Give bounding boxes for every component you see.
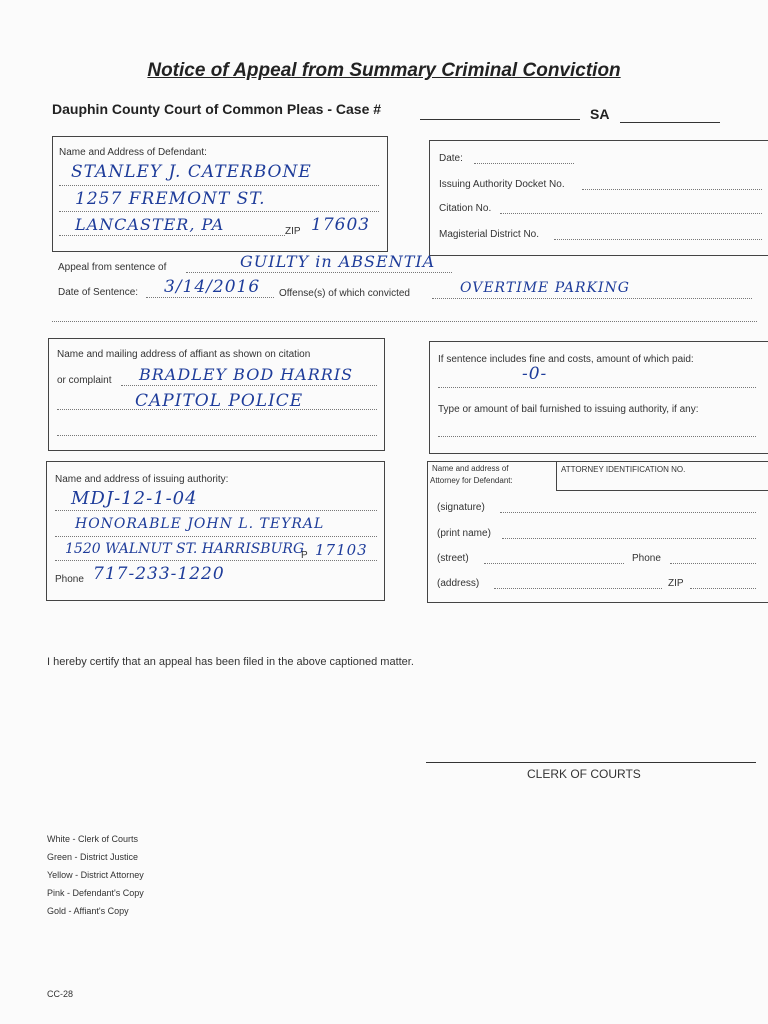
appeal-label: Appeal from sentence of (58, 262, 167, 273)
bail-label: Type or amount of bail furnished to issuing authority, if any: (438, 404, 699, 415)
copy-distribution-list (47, 834, 144, 924)
defendant-zip-label: ZIP (285, 226, 301, 237)
defendant-line-1 (59, 185, 379, 186)
bail-line (438, 436, 756, 437)
offense-label: Offense(s) of which convicted (279, 288, 410, 299)
issuing-label: Name and address of issuing authority: (55, 474, 229, 485)
issuing-phone: 717-233-1220 (93, 564, 225, 584)
issuing-mdj: MDJ-12-1-04 (71, 488, 198, 509)
certify-text: I hereby certify that an appeal has been filed in the above captioned matter. (47, 656, 414, 668)
defendant-name: STANLEY J. CATERBONE (71, 162, 312, 182)
issuing-line-2 (55, 536, 377, 537)
issuing-street: 1520 WALNUT ST. HARRISBURG (65, 541, 305, 557)
issuing-zip-frag: P (301, 550, 308, 561)
issuing-phone-label: Phone (55, 574, 84, 585)
issuing-authority-box (46, 461, 385, 601)
citation-line[interactable] (500, 213, 762, 214)
sentence-date-label: Date of Sentence: (58, 287, 139, 298)
affiant-agency: CAPITOL POLICE (135, 391, 304, 411)
district-label: Magisterial District No. (439, 229, 540, 240)
docket-label: Issuing Authority Docket No. (439, 179, 565, 190)
print-name-label: (print name) (437, 528, 491, 539)
sa-number-line[interactable] (620, 122, 720, 123)
issuing-judge: HONORABLE JOHN L. TEYRAL (75, 516, 325, 532)
fine-label: If sentence includes fine and costs, amount of which paid: (438, 354, 694, 365)
affiant-label-1: Name and mailing address of affiant as shown on citation (57, 349, 311, 360)
attorney-label-2: Attorney for Defendant: (430, 476, 513, 485)
attorney-label-1: Name and address of (432, 464, 509, 473)
signature-label: (signature) (437, 502, 485, 513)
copy-item: Yellow - District Attorney (47, 870, 144, 880)
defendant-line-3 (59, 235, 285, 236)
fine-line (438, 387, 756, 388)
affiant-line-1 (121, 385, 377, 386)
sa-label: SA (590, 106, 610, 122)
form-title: Notice of Appeal from Summary Criminal Conviction (147, 60, 621, 81)
clerk-label: CLERK OF COURTS (527, 767, 641, 781)
attorney-phone-label: Phone (632, 553, 661, 564)
offense-line (432, 298, 752, 299)
offense-value: OVERTIME PARKING (460, 280, 630, 296)
fine-value: -0- (522, 364, 548, 384)
affiant-box (48, 338, 385, 451)
case-number-line[interactable] (420, 119, 580, 120)
appeal-value: GUILTY in ABSENTIA (240, 252, 436, 271)
signature-line[interactable] (500, 512, 756, 513)
defendant-zip: 17603 (311, 215, 371, 235)
print-name-line[interactable] (502, 538, 756, 539)
attorney-id-box (556, 461, 768, 491)
address-line[interactable] (494, 588, 662, 589)
defendant-line-2 (59, 211, 379, 212)
issuing-line-3 (55, 560, 377, 561)
sentence-date-value: 3/14/2016 (164, 277, 261, 297)
clerk-signature-line[interactable] (426, 762, 756, 763)
attorney-box (427, 461, 768, 603)
copy-item: Green - District Justice (47, 852, 139, 862)
affiant-line-3 (57, 435, 377, 436)
appeal-line (186, 272, 452, 273)
case-info-box (429, 140, 768, 256)
street-line[interactable] (484, 563, 624, 564)
address-label: (address) (437, 578, 480, 589)
defendant-city: LANCASTER, PA (75, 215, 225, 234)
date-label: Date: (439, 153, 463, 164)
sentence-date-line (146, 297, 274, 298)
issuing-zip: 17103 (315, 541, 368, 559)
copy-item: White - Clerk of Courts (47, 834, 139, 844)
attorney-zip-line[interactable] (690, 588, 756, 589)
docket-line[interactable] (582, 189, 762, 190)
date-line[interactable] (474, 163, 574, 164)
attorney-phone-line[interactable] (670, 563, 756, 564)
defendant-label: Name and Address of Defendant: (59, 147, 207, 158)
issuing-line-1 (55, 510, 377, 511)
attorney-zip-label: ZIP (668, 578, 684, 589)
defendant-street: 1257 FREMONT ST. (75, 189, 266, 209)
affiant-label-2: or complaint (57, 375, 112, 386)
attorney-id-label: ATTORNEY IDENTIFICATION NO. (561, 465, 686, 474)
copy-item: Gold - Affiant's Copy (47, 906, 129, 916)
district-line[interactable] (554, 239, 762, 240)
fine-box (429, 341, 768, 454)
affiant-name: BRADLEY BOD HARRIS (139, 365, 354, 384)
street-label: (street) (437, 553, 469, 564)
copy-item: Pink - Defendant's Copy (47, 888, 144, 898)
form-number: CC-28 (47, 989, 74, 999)
offense-line-2 (52, 321, 757, 322)
court-label: Dauphin County Court of Common Pleas - Case # (52, 101, 382, 117)
defendant-box (52, 136, 388, 252)
citation-label: Citation No. (439, 203, 492, 214)
